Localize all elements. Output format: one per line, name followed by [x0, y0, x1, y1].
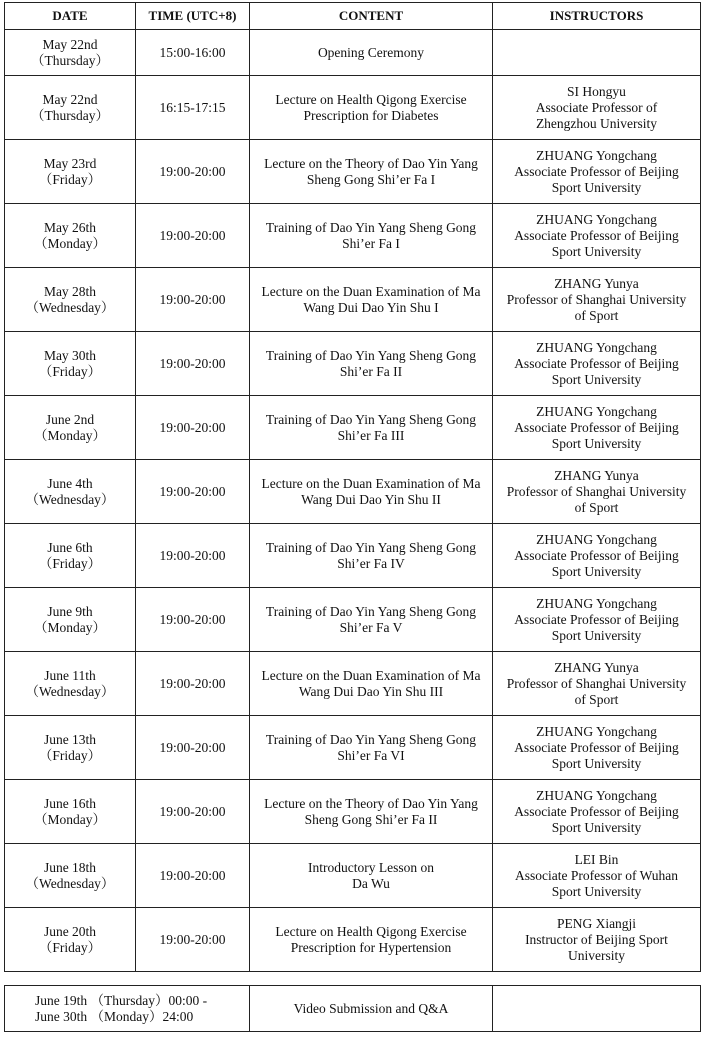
content-line: Shi’er Fa V	[339, 619, 403, 635]
instructor-line: of Sport	[574, 499, 619, 515]
instructor-line: ZHANG Yunya	[554, 659, 639, 675]
instructor-line: PENG Xiangji	[556, 915, 637, 931]
instructor-line: Zhengzhou University	[535, 115, 658, 131]
content-line: Lecture on Health Qigong Exercise	[275, 91, 467, 107]
schedule-row	[5, 908, 701, 972]
schedule-table	[4, 2, 701, 972]
date-cell	[5, 716, 136, 780]
instructor-line: ZHUANG Yongchang	[536, 531, 657, 547]
content-line: Training of Dao Yin Yang Sheng Gong	[265, 731, 477, 747]
instructor-line: Sport University	[551, 179, 642, 195]
instructor-cell	[493, 76, 701, 140]
instructor-line: Sport University	[551, 371, 642, 387]
instructor-cell	[493, 460, 701, 524]
content-cell	[250, 268, 493, 332]
instructor-cell	[493, 908, 701, 972]
instructor-line: ZHUANG Yongchang	[536, 723, 657, 739]
content-line: Shi’er Fa II	[339, 363, 403, 379]
instructor-cell	[493, 396, 701, 460]
time-cell: 19:00-20:00	[136, 524, 250, 588]
schedule-row	[5, 140, 701, 204]
content-line: Introductory Lesson on	[308, 859, 434, 875]
date-text: June 4th	[47, 475, 93, 491]
date-text: June 11th	[44, 667, 96, 683]
date-text: June 9th	[47, 603, 93, 619]
weekday-text: （Friday）	[38, 171, 102, 187]
instructor-cell	[493, 780, 701, 844]
content-line: Training of Dao Yin Yang Sheng Gong	[265, 411, 477, 427]
weekday-text: （Friday）	[38, 747, 102, 763]
date-cell	[5, 908, 136, 972]
weekday-text: （Wednesday）	[25, 875, 115, 891]
weekday-text: （Friday）	[38, 555, 102, 571]
content-cell	[250, 76, 493, 140]
instructor-line: Sport University	[551, 627, 642, 643]
date-cell	[5, 140, 136, 204]
content-line: Opening Ceremony	[317, 44, 425, 60]
date-text: June 20th	[43, 923, 97, 939]
content-cell	[250, 716, 493, 780]
instructor-line: Associate Professor of Beijing	[514, 611, 679, 627]
content-cell	[250, 588, 493, 652]
video-submission-row	[5, 986, 701, 1032]
instructor-line: Sport University	[551, 563, 642, 579]
content-line: Da Wu	[352, 875, 390, 891]
content-line: Training of Dao Yin Yang Sheng Gong	[265, 603, 477, 619]
time-cell: 19:00-20:00	[136, 844, 250, 908]
video-submission-table	[4, 985, 701, 1032]
time-cell: 19:00-20:00	[136, 140, 250, 204]
content-line: Wang Dui Dao Yin Shu III	[298, 683, 444, 699]
instructor-cell	[493, 588, 701, 652]
time-cell: 19:00-20:00	[136, 204, 250, 268]
instructor-cell	[493, 652, 701, 716]
content-line: Wang Dui Dao Yin Shu II	[301, 491, 441, 507]
instructor-cell	[493, 716, 701, 780]
date-text: June 2nd	[45, 411, 95, 427]
submission-period-start: June 19th （Thursday）00:00 -	[35, 992, 208, 1008]
content-line: Training of Dao Yin Yang Sheng Gong	[265, 219, 477, 235]
submission-content: Video Submission and Q&A	[250, 986, 493, 1032]
content-cell	[250, 780, 493, 844]
schedule-row	[5, 780, 701, 844]
date-cell	[5, 652, 136, 716]
content-line: Sheng Gong Shi’er Fa I	[306, 171, 436, 187]
time-cell: 19:00-20:00	[136, 908, 250, 972]
date-text: June 13th	[43, 731, 97, 747]
weekday-text: （Wednesday）	[25, 683, 115, 699]
time-cell: 19:00-20:00	[136, 780, 250, 844]
date-cell	[5, 396, 136, 460]
date-cell	[5, 268, 136, 332]
instructor-line: Associate Professor of Beijing	[514, 355, 679, 371]
instructor-line: Instructor of Beijing Sport	[525, 931, 668, 947]
date-cell	[5, 524, 136, 588]
date-text: June 18th	[43, 859, 97, 875]
header-date: DATE	[5, 3, 136, 30]
schedule-row	[5, 460, 701, 524]
instructor-line: Associate Professor of Beijing	[514, 227, 679, 243]
weekday-text: （Wednesday）	[25, 491, 115, 507]
content-line: Lecture on the Duan Examination of Ma	[261, 667, 481, 683]
instructor-line: Associate Professor of Wuhan	[514, 867, 679, 883]
date-cell	[5, 780, 136, 844]
instructor-line: ZHANG Yunya	[554, 275, 639, 291]
weekday-text: （Monday）	[34, 619, 106, 635]
instructor-line: of Sport	[574, 691, 619, 707]
content-line: Wang Dui Dao Yin Shu I	[303, 299, 439, 315]
content-cell	[250, 140, 493, 204]
date-cell	[5, 460, 136, 524]
instructor-line: Associate Professor of Beijing	[514, 547, 679, 563]
header-content: CONTENT	[250, 3, 493, 30]
weekday-text: （Friday）	[38, 939, 102, 955]
date-text: June 6th	[47, 539, 93, 555]
submission-period-end: June 30th （Monday）24:00	[35, 1008, 194, 1024]
instructor-line: Professor of Shanghai University	[506, 483, 687, 499]
instructor-line: Professor of Shanghai University	[506, 675, 687, 691]
instructor-line: Sport University	[551, 435, 642, 451]
schedule-row	[5, 268, 701, 332]
content-line: Shi’er Fa VI	[337, 747, 405, 763]
time-cell: 15:00-16:00	[136, 30, 250, 76]
schedule-row	[5, 652, 701, 716]
content-line: Lecture on the Duan Examination of Ma	[261, 283, 481, 299]
date-cell	[5, 588, 136, 652]
instructor-line: LEI Bin	[574, 851, 619, 867]
date-text: May 22nd	[42, 36, 98, 52]
content-cell	[250, 30, 493, 76]
time-cell: 19:00-20:00	[136, 332, 250, 396]
content-cell	[250, 844, 493, 908]
instructor-line: University	[568, 947, 625, 963]
content-cell	[250, 204, 493, 268]
instructor-cell	[493, 332, 701, 396]
time-cell: 16:15-17:15	[136, 76, 250, 140]
instructor-line: Sport University	[551, 243, 642, 259]
content-line: Lecture on the Duan Examination of Ma	[261, 475, 481, 491]
instructor-line: Sport University	[551, 819, 642, 835]
date-text: May 22nd	[42, 91, 98, 107]
content-line: Lecture on Health Qigong Exercise	[275, 923, 467, 939]
date-cell	[5, 844, 136, 908]
weekday-text: （Thursday）	[31, 107, 109, 123]
content-cell	[250, 460, 493, 524]
instructor-line: ZHUANG Yongchang	[536, 403, 657, 419]
content-cell	[250, 524, 493, 588]
time-cell: 19:00-20:00	[136, 652, 250, 716]
weekday-text: （Monday）	[34, 427, 106, 443]
content-line: Shi’er Fa IV	[337, 555, 405, 571]
time-cell: 19:00-20:00	[136, 396, 250, 460]
content-line: Prescription for Diabetes	[303, 107, 439, 123]
content-line: Shi’er Fa I	[342, 235, 400, 251]
instructor-line: ZHUANG Yongchang	[536, 147, 657, 163]
instructor-line: SI Hongyu	[567, 83, 626, 99]
date-cell	[5, 332, 136, 396]
instructor-cell	[493, 204, 701, 268]
date-cell	[5, 30, 136, 76]
header-time: TIME (UTC+8)	[136, 3, 250, 30]
date-text: May 26th	[43, 219, 97, 235]
weekday-text: （Friday）	[38, 363, 102, 379]
submission-period	[5, 986, 250, 1032]
weekday-text: （Wednesday）	[25, 299, 115, 315]
time-cell: 19:00-20:00	[136, 268, 250, 332]
time-cell: 19:00-20:00	[136, 588, 250, 652]
instructor-line: Associate Professor of Beijing	[514, 163, 679, 179]
date-cell	[5, 76, 136, 140]
instructor-line: Professor of Shanghai University	[506, 291, 687, 307]
date-text: May 23rd	[43, 155, 97, 171]
content-cell	[250, 908, 493, 972]
instructor-cell	[493, 30, 701, 76]
instructor-line: Associate Professor of Beijing	[514, 419, 679, 435]
instructor-line: ZHUANG Yongchang	[536, 211, 657, 227]
content-line: Prescription for Hypertension	[290, 939, 452, 955]
schedule-row	[5, 396, 701, 460]
header-row	[5, 3, 701, 30]
schedule-row	[5, 204, 701, 268]
instructor-line: ZHUANG Yongchang	[536, 595, 657, 611]
date-cell	[5, 204, 136, 268]
schedule-row	[5, 30, 701, 76]
weekday-text: （Thursday）	[31, 52, 109, 68]
instructor-line: of Sport	[574, 307, 619, 323]
weekday-text: （Monday）	[34, 811, 106, 827]
schedule-row	[5, 76, 701, 140]
schedule-row	[5, 716, 701, 780]
date-text: May 30th	[43, 347, 97, 363]
content-line: Training of Dao Yin Yang Sheng Gong	[265, 539, 477, 555]
instructor-line: ZHUANG Yongchang	[536, 339, 657, 355]
instructor-line: Sport University	[551, 883, 642, 899]
submission-instructor	[493, 986, 701, 1032]
time-cell: 19:00-20:00	[136, 716, 250, 780]
content-cell	[250, 396, 493, 460]
date-text: June 16th	[43, 795, 97, 811]
schedule-row	[5, 524, 701, 588]
instructor-cell	[493, 844, 701, 908]
schedule-row	[5, 588, 701, 652]
schedule-row	[5, 332, 701, 396]
content-line: Training of Dao Yin Yang Sheng Gong	[265, 347, 477, 363]
content-cell	[250, 652, 493, 716]
instructor-cell	[493, 524, 701, 588]
instructor-line: Associate Professor of Beijing	[514, 803, 679, 819]
instructor-cell	[493, 268, 701, 332]
instructor-line: Sport University	[551, 755, 642, 771]
header-instructors: INSTRUCTORS	[493, 3, 701, 30]
instructor-line: Associate Professor of Beijing	[514, 739, 679, 755]
instructor-line: Associate Professor of	[535, 99, 658, 115]
content-line: Lecture on the Theory of Dao Yin Yang	[264, 155, 478, 171]
time-cell: 19:00-20:00	[136, 460, 250, 524]
date-text: May 28th	[43, 283, 97, 299]
instructor-line: ZHANG Yunya	[554, 467, 639, 483]
instructor-cell	[493, 140, 701, 204]
content-line: Shi’er Fa III	[337, 427, 405, 443]
content-cell	[250, 332, 493, 396]
instructor-line: ZHUANG Yongchang	[536, 787, 657, 803]
schedule-row	[5, 844, 701, 908]
content-line: Lecture on the Theory of Dao Yin Yang	[264, 795, 478, 811]
weekday-text: （Monday）	[34, 235, 106, 251]
content-line: Sheng Gong Shi’er Fa II	[304, 811, 438, 827]
